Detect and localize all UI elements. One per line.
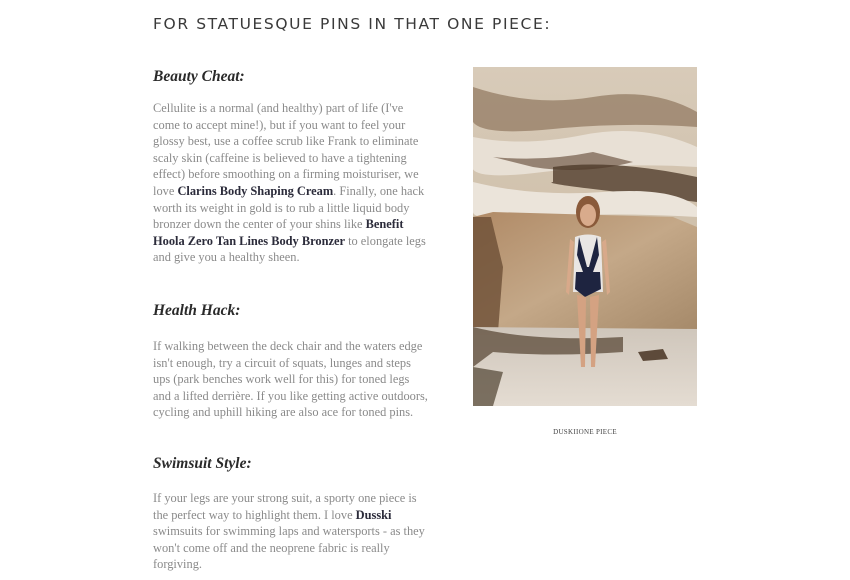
body-text: to elongate legs and give you a healthy sheen. (153, 233, 426, 265)
product-link-clarins[interactable]: Clarins Body Shaping Cream (177, 183, 334, 198)
section-body-swimsuit-style (153, 490, 428, 573)
photo-caption: DUSKIIONE PIECE (553, 428, 617, 436)
product-link-dusski[interactable]: Dusski (355, 507, 392, 522)
section-heading-swimsuit-style: Swimsuit Style: (153, 455, 252, 472)
page-title: FOR STATUESQUE PINS IN THAT ONE PIECE: (153, 15, 552, 33)
body-text: swimsuits for swimming laps and watersports - as they won't come off and the neoprene fabric is really forgiving. (153, 524, 425, 572)
section-heading-health-hack: Health Hack: (153, 302, 241, 319)
swimsuit-photo (473, 67, 697, 406)
body-text: If your legs are your strong suit, a sporty one piece is the perfect way to highlight them. I love (153, 491, 417, 522)
section-heading-beauty-cheat: Beauty Cheat: (153, 68, 245, 85)
body-text: Cellulite is a normal (and healthy) part of life (I've come to accept mine!), but if you want to feel your glossy best, use a coffee scrub like Frank to eliminate scaly skin (caffeine is believed to have a tightening effect) before smoothing on a firming moisturiser, we love (153, 101, 419, 198)
body-text: If walking between the deck chair and the waters edge isn't enough, try a circuit of squats, lunges and steps ups (park benches work well for this) for toned legs and a lifted derrière. If you like getting active outdoors, cycling and uphill hiking are also ace for toned pins. (153, 339, 428, 420)
section-body-beauty-cheat (153, 100, 428, 266)
body-text: . Finally, one hack worth its weight in gold is to rub a little liquid body bronzer down the center of your shins like (153, 183, 425, 232)
section-body-health-hack (153, 338, 428, 421)
photo-illustration (473, 67, 697, 406)
product-link-benefit[interactable]: Benefit Hoola Zero Tan Lines Body Bronzer (153, 217, 404, 248)
